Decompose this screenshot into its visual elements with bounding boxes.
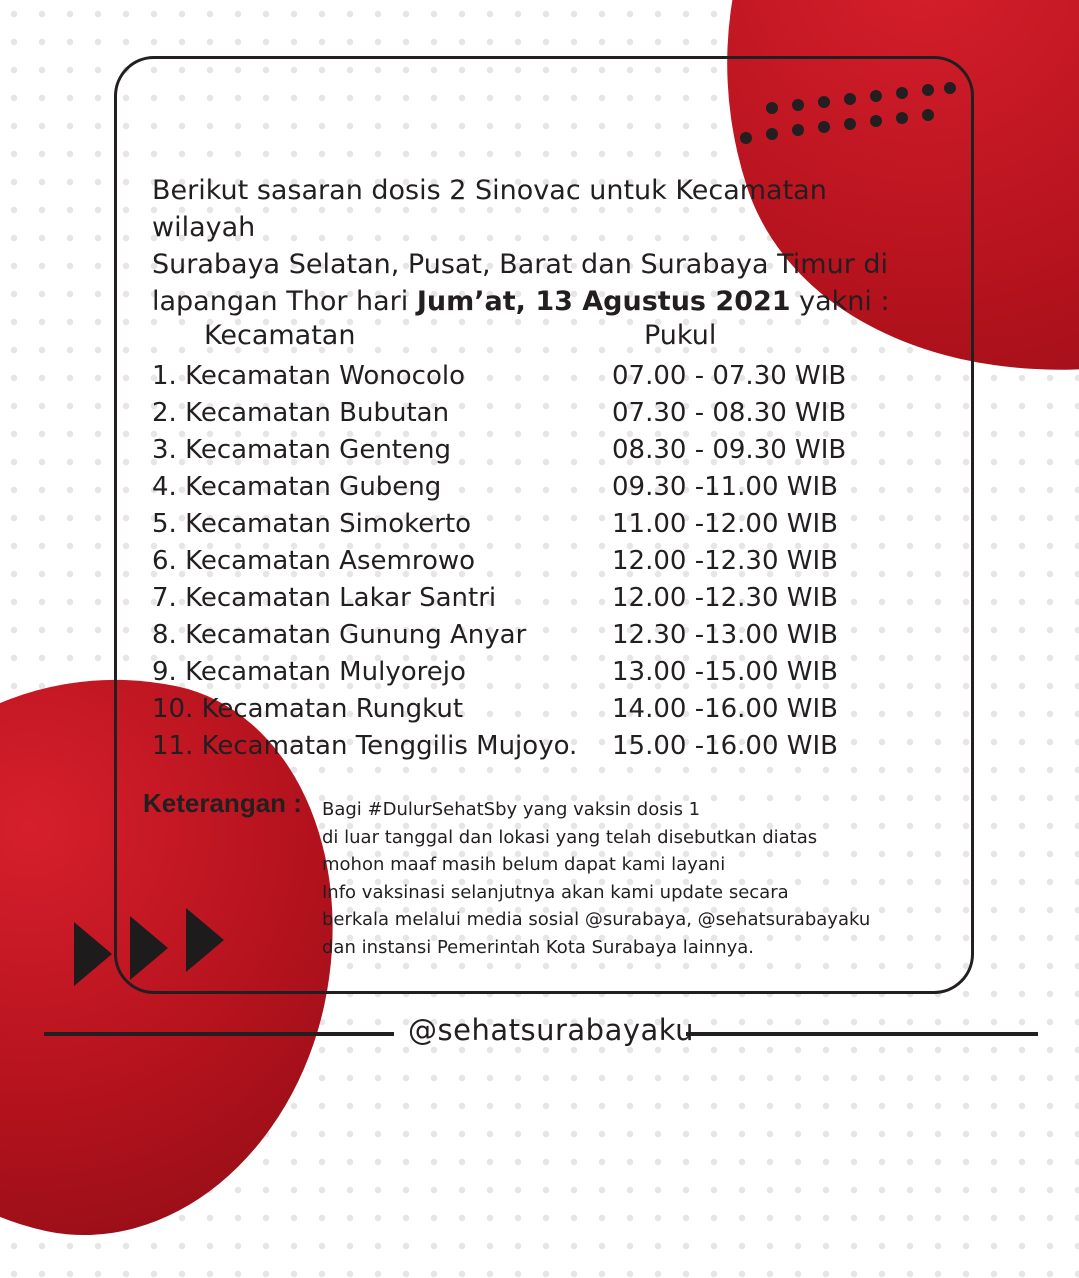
row-kecamatan: 2. Kecamatan Bubutan [152,398,450,428]
list-item [152,469,852,506]
list-item [152,654,852,691]
row-kecamatan: 6. Kecamatan Asemrowo [152,546,476,576]
arrow-icon [130,916,168,980]
keterangan-line: mohon maaf masih belum dapat kami layani [322,854,726,875]
row-time: 14.00 -16.00 WIB [612,694,838,724]
keterangan-line: dan instansi Pemerintah Kota Surabaya lainnya. [322,936,754,958]
row-kecamatan: 1. Kecamatan Wonocolo [152,361,465,391]
list-item [152,580,852,617]
list-item [152,728,852,765]
arrow-icon [186,908,224,972]
keterangan-text [322,796,870,961]
footer-rule-left [44,1032,394,1036]
intro-line-3-pre: lapangan Thor hari [152,286,417,317]
list-item [152,543,852,580]
row-kecamatan: 3. Kecamatan Genteng [152,435,451,465]
arrow-icon [74,922,112,986]
row-kecamatan: 9. Kecamatan Mulyorejo [152,657,466,687]
row-time: 12.30 -13.00 WIB [612,620,838,650]
intro-line-3-post: yakni : [790,286,890,317]
row-time: 12.00 -12.30 WIB [612,546,838,576]
table-header-kecamatan: Kecamatan [204,320,356,351]
keterangan-line: di luar tanggal dan lokasi yang telah disebutkan diatas [322,826,818,848]
list-item [152,506,852,543]
row-kecamatan: 5. Kecamatan Simokerto [152,509,472,539]
intro-line-2: Surabaya Selatan, Pusat, Barat dan Surabaya Timur di [152,249,889,280]
row-time: 12.00 -12.30 WIB [612,583,838,613]
table-header-pukul: Pukul [644,320,717,351]
row-kecamatan: 4. Kecamatan Gubeng [152,472,442,502]
keterangan-line: Bagi #DulurSehatSby yang vaksin dosis 1 [322,799,701,820]
row-time: 09.30 -11.00 WIB [612,472,838,502]
row-kecamatan: 11. Kecamatan Tenggilis Mujoyo. [152,731,578,761]
list-item [152,617,852,654]
row-time: 13.00 -15.00 WIB [612,657,838,687]
footer-handle: @sehatsurabayaku [408,1013,695,1047]
schedule-list [152,358,852,765]
keterangan-line: Info vaksinasi selanjutnya akan kami update secara [322,881,789,903]
row-time: 11.00 -12.00 WIB [612,509,838,539]
row-kecamatan: 7. Kecamatan Lakar Santri [152,583,497,613]
row-time: 08.30 - 09.30 WIB [612,435,847,465]
keterangan-label: Keterangan : [143,788,302,818]
list-item [152,432,852,469]
intro-date: Jum’at, 13 Agustus 2021 [416,286,791,317]
row-time: 07.00 - 07.30 WIB [612,361,847,391]
row-time: 15.00 -16.00 WIB [612,731,838,761]
row-time: 07.30 - 08.30 WIB [612,398,847,428]
intro-text [152,172,912,320]
keterangan-line: berkala melalui media sosial @surabaya, @sehatsurabayaku [322,909,871,930]
list-item [152,691,852,728]
row-kecamatan: 8. Kecamatan Gunung Anyar [152,620,527,650]
list-item [152,358,852,395]
list-item [152,395,852,432]
footer-rule-right [686,1032,1038,1036]
row-kecamatan: 10. Kecamatan Rungkut [152,694,464,724]
dot-grid-icon [738,80,968,150]
intro-line-1: Berikut sasaran dosis 2 Sinovac untuk Kecamatan wilayah [152,175,827,243]
